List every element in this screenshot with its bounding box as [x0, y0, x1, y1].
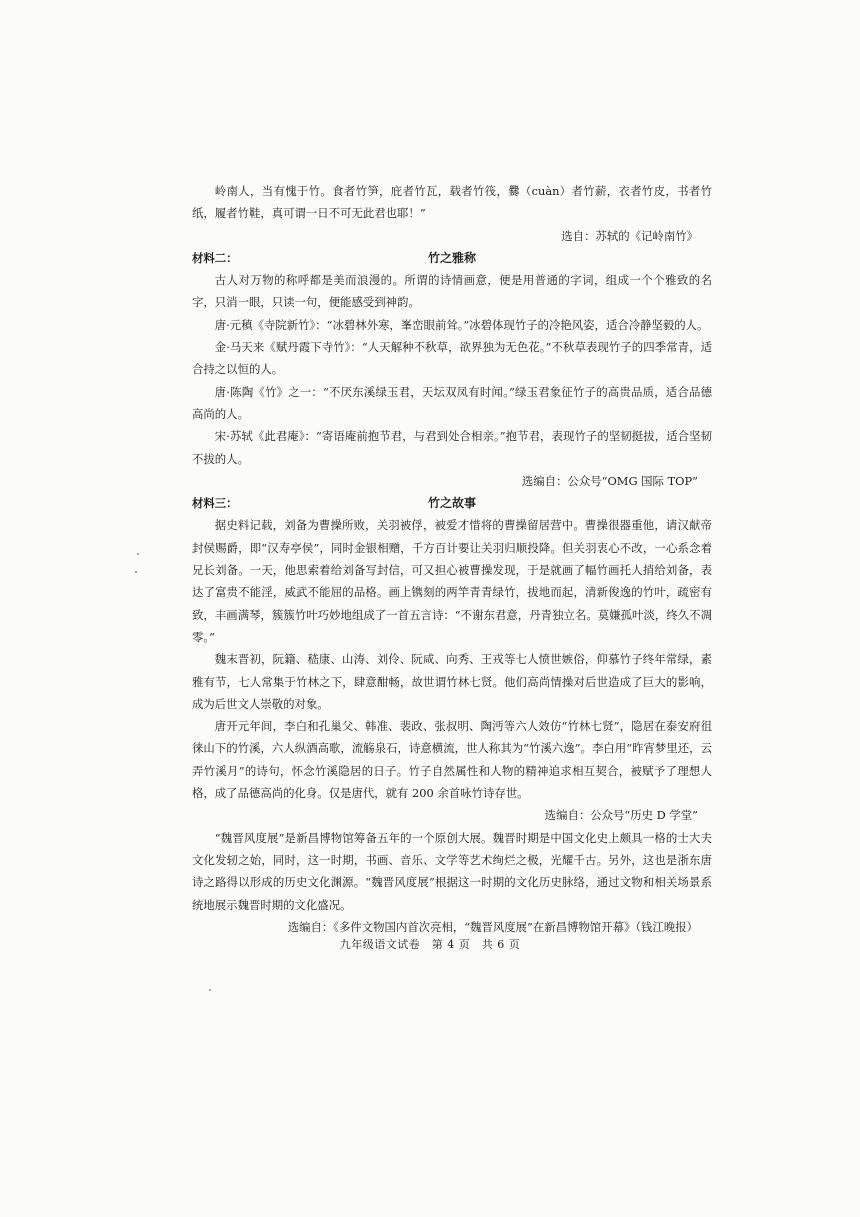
scan-speck — [209, 989, 211, 991]
intro-source: 选自：苏轼的《记岭南竹》 — [561, 228, 698, 243]
material-3-paragraph: 据史料记载，刘备为曹操所败，关羽被俘，被爱才惜将的曹操留居营中。曹操很器重他，请汉献帝封侯赐爵，即“汉寿亭侯”，同时金银相赠，千方百计要让关羽归顺投降。但关羽衷心不改，一心系念着兄长刘备。一天，他思索着给刘备写封信，可又担心被曹操发现，于是就画了幅竹画托人捎给刘备，表达了富贵不能淫，威武不能屈的品格。画上镌刻的两竿青青绿竹，拔地而起，清新俊逸的竹叶，疏密有致，丰画满琴，簇簇竹叶巧妙地组成了一首五言诗：“不谢东君意，丹青独立名。莫嫌孤叶淡，终久不凋零。” — [192, 518, 712, 644]
material-3-title: 竹之故事 — [427, 496, 476, 511]
material-2-title: 竹之雅称 — [427, 250, 476, 265]
material-2-paragraph: 宋·苏轼《此君庵》：“寄语庵前抱节君，与君到处合相亲。”抱节君，表现竹子的坚韧挺拔，适合坚韧不拔的人。 — [192, 429, 712, 466]
material-2-heading — [192, 247, 712, 269]
scan-speck — [135, 571, 137, 573]
scan-speck — [137, 553, 139, 555]
material-3-paragraph: 唐开元年间，李白和孔巢父、韩准、裴政、张叔明、陶沔等六人效仿“竹林七贤”，隐居在泰安府徂徕山下的竹溪，六人纵酒高歌，流觞泉石，诗意横流，世人称其为“竹溪六逸”。李白用“昨宵梦里还，云弄竹溪月”的诗句，怀念竹溪隐居的日子。竹子自然属性和人物的精神追求相互契合，被赋予了理想人格，成了品德高尚的化身。仅是唐代，就有 200 余首咏竹诗存世。 — [192, 719, 712, 801]
intro-paragraph: 岭南人，当有愧于竹。食者竹笋，庇者竹瓦，载者竹筏，爨（cuàn）者竹薪，衣者竹皮，书者竹纸，履者竹鞋，真可谓一日不可无此君也耶！” — [192, 184, 712, 221]
reading-passage — [192, 180, 712, 938]
material-2-source: 选编自：公众号“OMG 国际 TOP” — [521, 473, 698, 488]
material-2-paragraph: 唐·元稹《寺院新竹》：“冰碧林外寒，峯峦眼前耸。”冰碧体现竹子的冷艳风姿，适合冷静坚毅的人。 — [214, 317, 709, 332]
material-3-heading — [192, 492, 712, 514]
material-3-label: 材料三： — [192, 496, 238, 511]
material-2-paragraph: 唐·陈陶《竹》之一：“不厌东溪绿玉君，天坛双凤有时闻。”绿玉君象征竹子的高贵品质，适合品德高尚的人。 — [192, 384, 712, 421]
material-2-paragraph: 古人对万物的称呼都是美而浪漫的。所谓的诗情画意，便是用普通的字词，组成一个个雅致的名字，只消一眼，只读一句，便能感受到神韵。 — [192, 273, 712, 310]
material-2-label: 材料二： — [192, 250, 238, 265]
exhibit-source: 选编自：《多件文物国内首次亮相，“魏晋风度展”在新昌博物馆开幕》（钱江晚报） — [287, 919, 698, 934]
material-2-paragraph: 金·马天来《赋丹霞下寺竹》：“人天解种不秋草，欲界独为无色花。”不秋草表现竹子的四季常青，适合持之以恒的人。 — [192, 340, 712, 377]
material-3-paragraph: 魏末晋初，阮籍、嵇康、山涛、刘伶、阮咸、向秀、王戎等七人愤世嫉俗，仰慕竹子终年常绿，素雅有节，七人常集于竹林之下，肆意酣畅，故世谓竹林七贤。他们高尚情操对后世造成了巨大的影响，成为后世文人崇敬的对象。 — [192, 652, 712, 711]
material-3-source: 选编自：公众号“历史 D 学堂” — [544, 808, 698, 823]
page-footer: 九年级语文试卷 第 4 页 共 6 页 — [339, 938, 521, 951]
exhibit-paragraph: “魏晋风度展”是新昌博物馆筹备五年的一个原创大展。魏晋时期是中国文化史上颇具一格的士大夫文化发轫之始，同时，这一时期，书画、音乐、文学等艺术绚烂之极，光耀千古。另外，这也是浙东唐诗之路得以形成的历史文化渊源。“魏晋风度展”根据这一时期的文化历史脉络，通过文物和相关场景系统地展示魏晋时期的文化盛况。 — [192, 830, 712, 912]
